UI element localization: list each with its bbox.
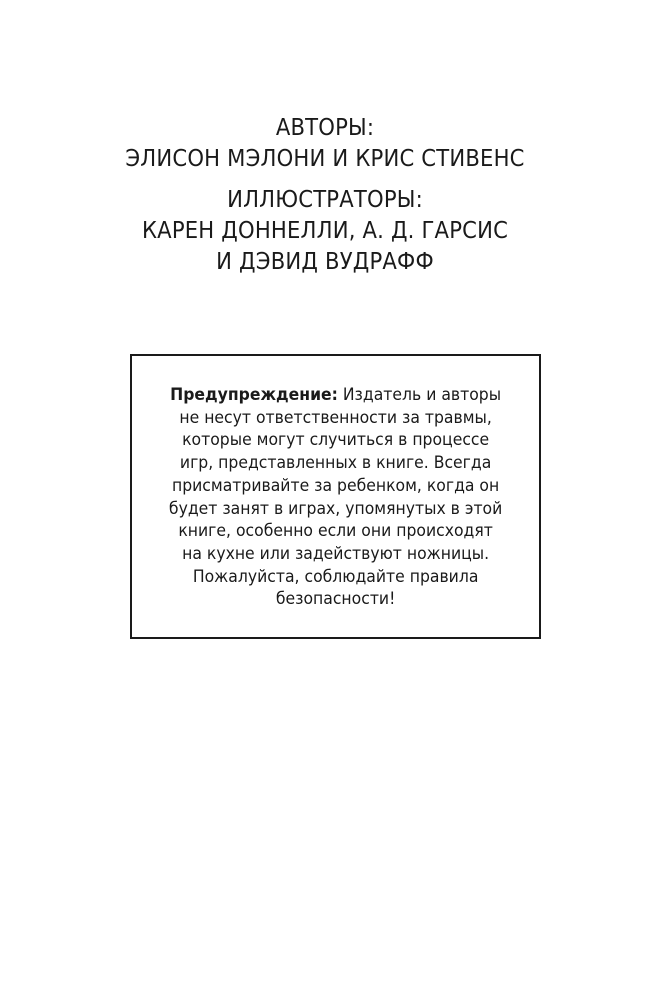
illustrators-names-line-1: КАРЕН ДОННЕЛЛИ, А. Д. ГАРСИС: [141, 216, 509, 244]
warning-line-4: игр, представленных в книге. Всегда: [179, 453, 492, 474]
warning-line-3: которые могут случиться в процессе: [182, 430, 490, 451]
illustrators-names-line-2: И ДЭВИД ВУДРАФФ: [216, 247, 434, 275]
warning-line-2: не несут ответственности за травмы,: [179, 407, 492, 428]
warning-line-9: Пожалуйста, соблюдайте правила: [192, 566, 479, 587]
warning-text: [148, 384, 522, 611]
warning-box: [130, 354, 541, 639]
warning-line-1-text: Издатель и авторы: [337, 385, 502, 405]
warning-label: Предупреждение:: [170, 385, 338, 405]
warning-line-8: на кухне или задействуют ножницы.: [182, 543, 490, 564]
warning-line-10: безопасности!: [275, 589, 396, 610]
authors-block: [33, 112, 618, 174]
warning-line-6: будет занят в играх, упомянутых в этой: [168, 498, 503, 519]
authors-heading: АВТОРЫ:: [275, 113, 375, 141]
warning-line-7: книге, особенно если они происходят: [178, 521, 493, 542]
warning-line-1: [148, 384, 522, 407]
illustrators-heading: ИЛЛЮСТРАТОРЫ:: [227, 185, 423, 213]
warning-line-5: присматривайте за ребенком, когда он: [171, 475, 500, 496]
credits-section: [33, 112, 618, 277]
authors-names: ЭЛИСОН МЭЛОНИ И КРИС СТИВЕНС: [125, 144, 525, 172]
illustrators-block: [33, 184, 618, 277]
